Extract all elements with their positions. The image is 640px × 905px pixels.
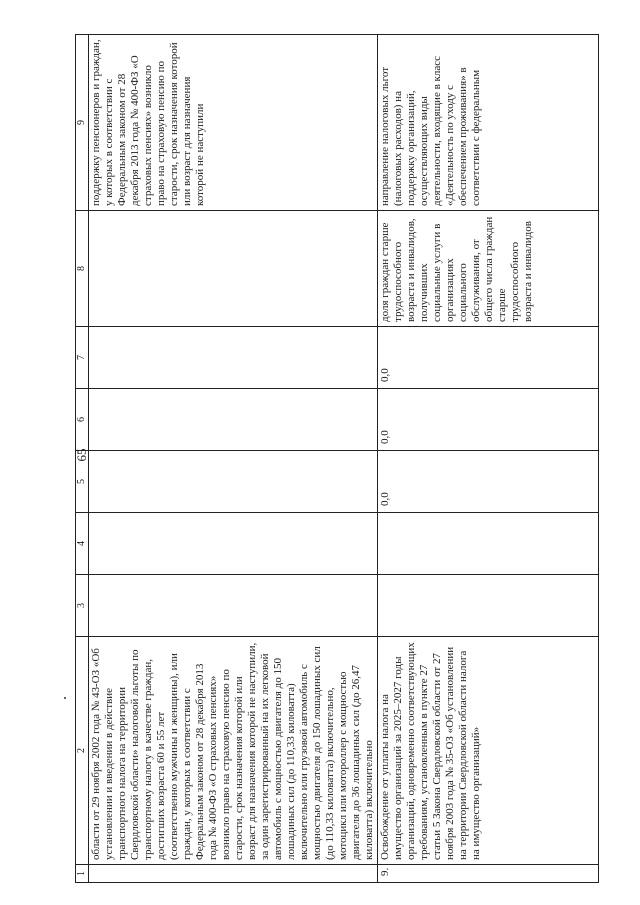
cell-col5 [89,451,378,513]
header-cell: 7 [76,327,89,389]
header-cell: 6 [76,389,89,451]
header-cell: 9 [76,35,89,211]
header-cell: 3 [76,575,89,637]
indicator-cell [89,211,378,327]
benefit-description: области от 29 ноября 2002 года № 43-ОЗ «Об установлении и введении в действие транспортного налога на территории Свердловской области» налоговой льготы по транспортному налогу в качестве граждан, достигших возраста 60 и 55 лет (соответственно мужчины и женщины), или граждан, у которых в соответствии с Федеральным законом от 28 декабря 2013 года № 400-ФЗ «О страховых пенсиях» возникло право на страховую пенсию по старости, срок назначения которой или возраст для назначения которой не наступили, за один зарегистрированный на их легковой автомобиль с мощностью двигателя до 150 лошадиных сил (до 110,33 киловатта) включительно или грузовой автомобиль с мощностью двигателя до 150 лошадиных сил (до 110,33 киловатта) включительно, мотоцикл или мотороллер с мощностью двигателя до 36 лошадиных сил (до 26,47 киловатта) включительно [89,637,378,865]
purpose-cell: направление налоговых льгот (налоговых расходов) на поддержку организаций, осуществляющих виды деятельности, входящие в класс «Деятельность по уходу с обеспечением проживания» в соответствии с федеральным [378,35,599,211]
table-row [378,35,599,883]
cell-col6 [89,389,378,451]
header-cell: 4 [76,513,89,575]
header-cell: 5 [76,451,89,513]
benefit-description: Освобождение от уплаты налога на имущество организаций за 2025–2027 годы организаций, одновременно соответствующих требованиям, установленным в пункте 27 статьи 5 Закона Свердловской области от 27 ноября 2003 года № 35-ОЗ «Об установлении на территории Свердловской области налога на имущество организаций» [378,637,599,865]
cell-col3 [378,575,599,637]
cell-col7: 0,0 [378,327,599,389]
table-row [89,35,378,883]
row-number [89,865,378,883]
row-number: 9. [378,865,599,883]
cell-col7 [89,327,378,389]
header-cell: 1 [76,865,89,883]
cell-col3 [89,575,378,637]
page-number: 65 [74,448,89,462]
cell-col4 [89,513,378,575]
header-cell: 2 [76,637,89,865]
cell-col6: 0,0 [378,389,599,451]
scan-dot [64,697,66,699]
cell-col4 [378,513,599,575]
rotated-table-container [75,35,595,883]
indicator-cell: доля граждан старше трудоспособного возраста и инвалидов, получивших социальные услуги в организациях социального обслуживания, от общего числа граждан старше трудоспособного возраста и инвалидов [378,211,599,327]
table-header-row [76,35,89,883]
cell-col5: 0,0 [378,451,599,513]
tax-benefits-table [75,34,599,883]
purpose-cell: поддержку пенсионеров и граждан, у которых в соответствии с Федеральным законом от 28 декабря 2013 года № 400-ФЗ «О страховых пенсиях» возникло право на страховую пенсию по старости, срок назначения которой или возраст для назначения которой не наступили [89,35,378,211]
header-cell: 8 [76,211,89,327]
